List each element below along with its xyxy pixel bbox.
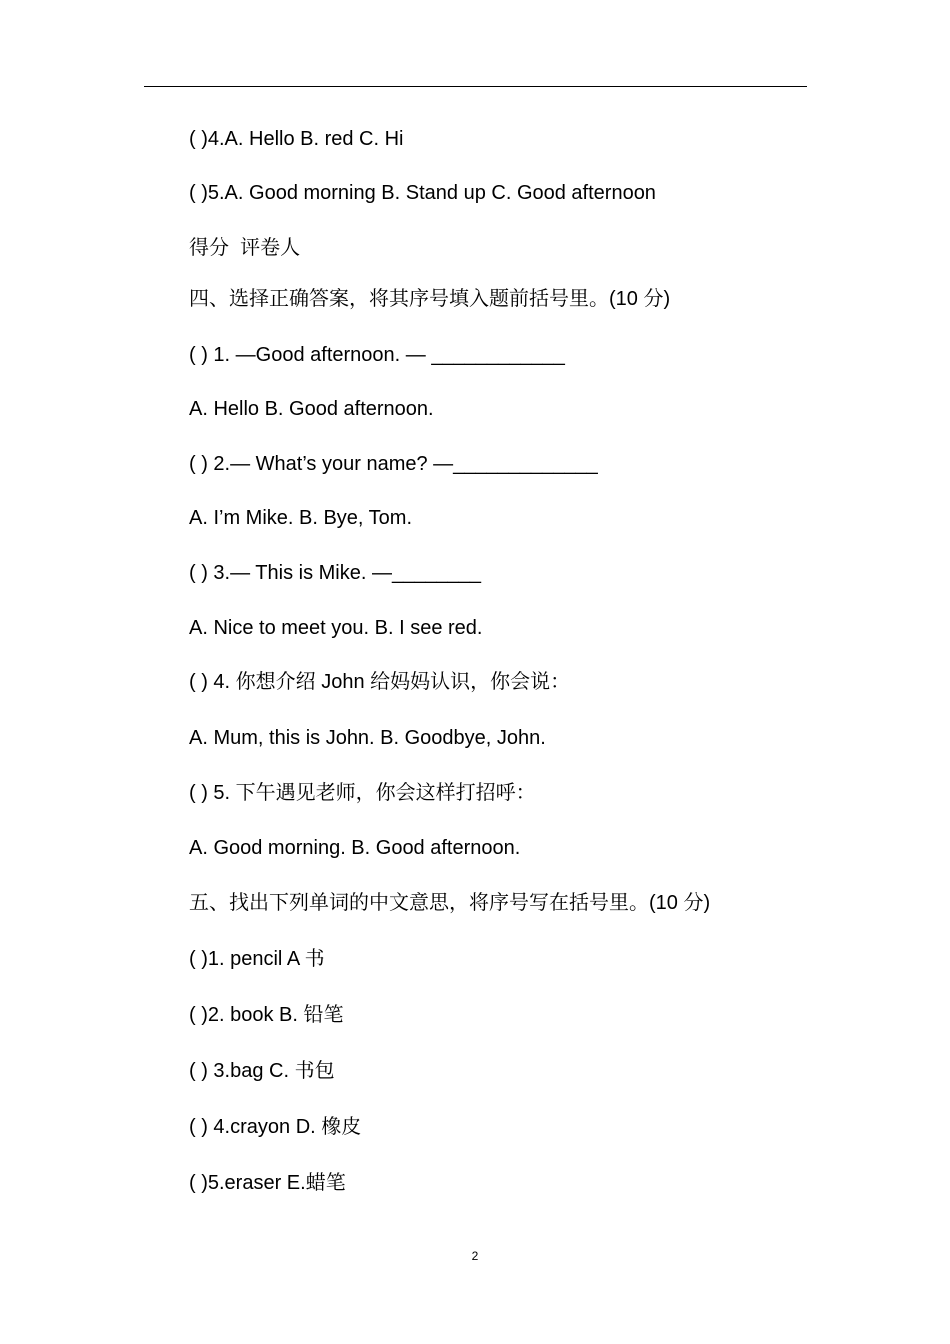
answer-options: A. Hello B. Good afternoon. [189,398,434,420]
section-heading: 五、找出下列单词的中文意思，将序号写在括号里。(10 分) [189,892,711,914]
score-grader-label: 得分 评卷人 [189,237,301,259]
question-line: ( )4.A. Hello B. red C. Hi [189,128,404,150]
header-rule [144,86,807,87]
answer-options: A. I’m Mike. B. Bye, Tom. [189,507,413,529]
page-number: 2 [471,1249,479,1263]
question-line: ( ) 2.— What’s your name? —_____________ [189,453,598,475]
section-heading: 四、选择正确答案，将其序号填入题前括号里。(10 分) [189,288,671,310]
matching-item: ( )2. book B. 铅笔 [189,1004,344,1026]
matching-item: ( ) 3.bag C. 书包 [189,1060,335,1082]
matching-item: ( )1. pencil A 书 [189,948,325,970]
answer-options: A. Mum, this is John. B. Goodbye, John. [189,727,546,749]
question-line: ( )5.A. Good morning B. Stand up C. Good afternoon [189,182,656,204]
answer-options: A. Good morning. B. Good afternoon. [189,837,521,859]
question-line: ( ) 1. —Good afternoon. — ____________ [189,344,565,366]
question-line: ( ) 3.— This is Mike. —________ [189,562,481,584]
matching-item: ( ) 4.crayon D. 橡皮 [189,1116,362,1138]
question-line: ( ) 4. 你想介绍 John 给妈妈认识，你会说： [189,671,571,693]
matching-item: ( )5.eraser E.蜡笔 [189,1172,346,1194]
answer-options: A. Nice to meet you. B. I see red. [189,617,483,639]
question-line: ( ) 5. 下午遇见老师，你会这样打招呼： [189,782,536,804]
